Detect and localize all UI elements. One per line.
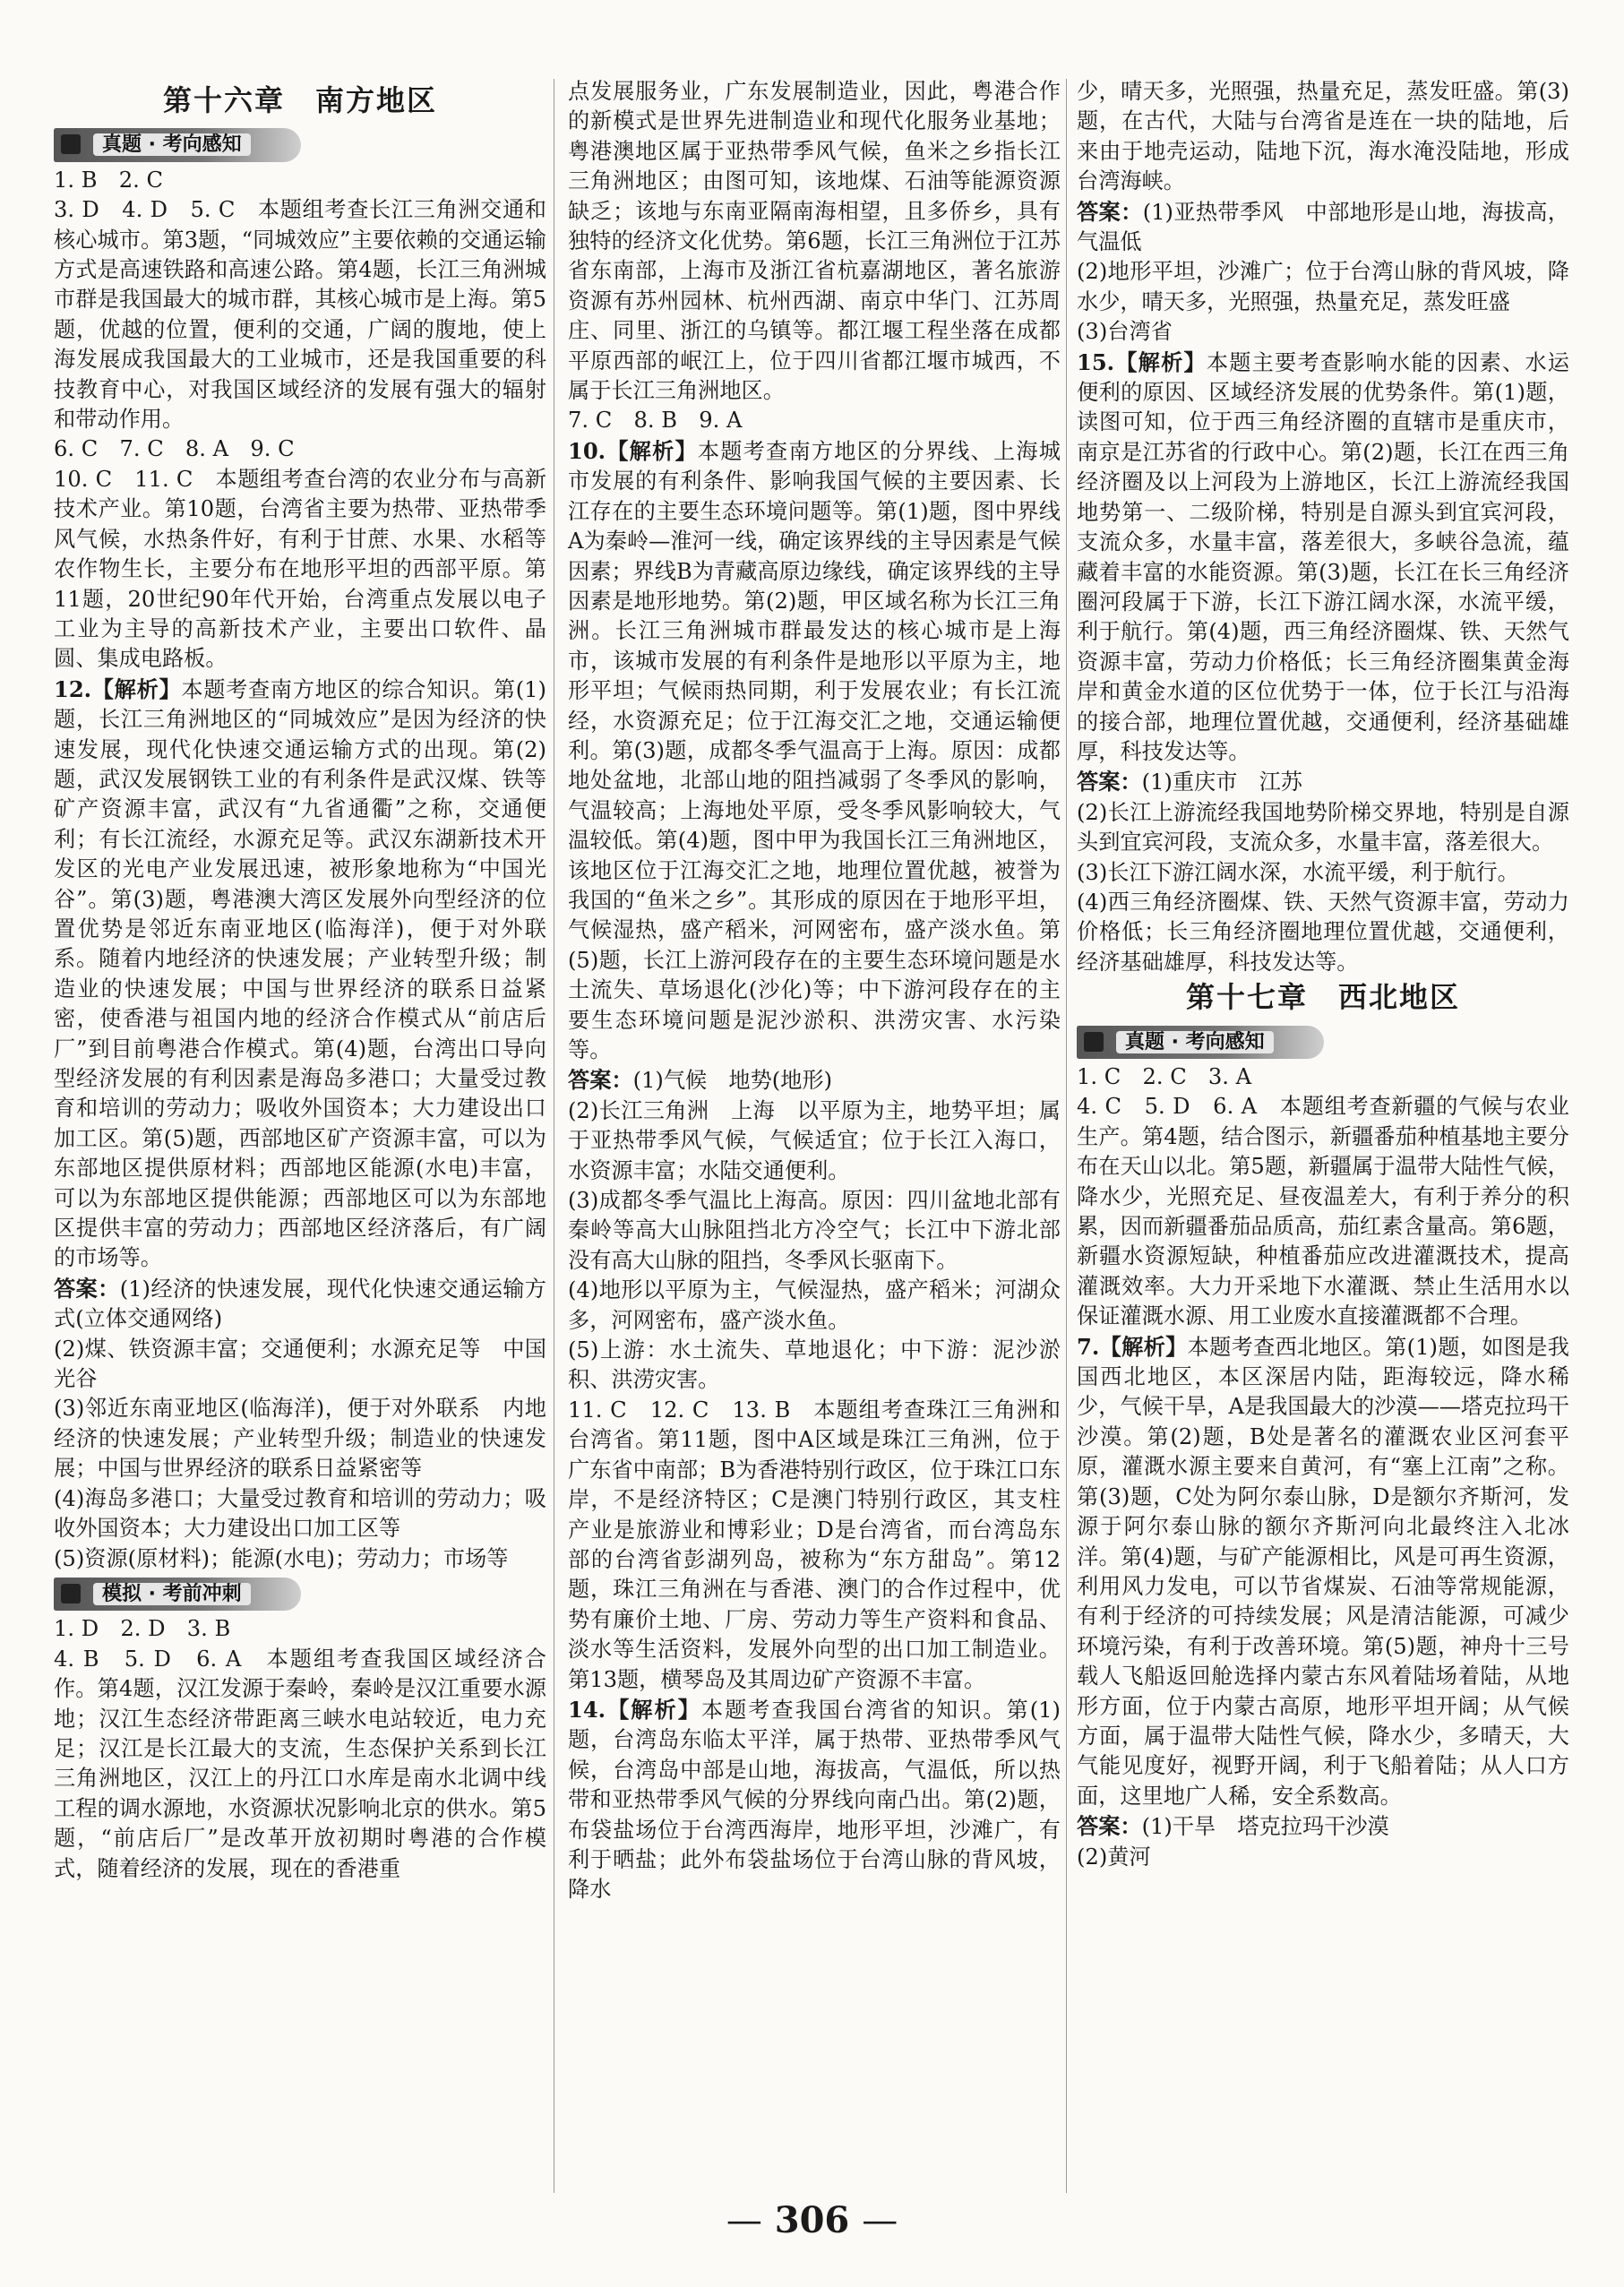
answer-block: (2)长江三角洲 上海 以平原为主，地势平坦；属于亚热带季风气候，气候适宜；位于长江入海口，水资源丰富；水陆交通便利。 xyxy=(568,1097,1061,1183)
column-divider xyxy=(1066,79,1067,2193)
answer-block: 答案：(1)经济的快速发展，现代化快速交通运输方式(立体交通网络) xyxy=(54,1275,546,1332)
section-banner-mock-exam: 模拟 · 考前冲刺 xyxy=(54,1578,301,1611)
banner-square-icon xyxy=(61,1584,81,1603)
answer-line: 1. D 2. D 3. B xyxy=(54,1616,231,1642)
chapter-title: 第十六章 南方地区 xyxy=(162,83,437,117)
answer-block: (2)黄河 xyxy=(1077,1844,1151,1870)
answer-paragraph: 4. B 5. D 6. A 本题组考查我国区域经济合作。第4题，汉江发源于秦岭，秦岭是汉江重要水源地；汉江生态经济带距离三峡水电站较近，电力充足；汉江是长江最大的支流，生态保护关系到长江三角洲地区，汉江上的丹江口水库是南水北调中线工程的调水源地，水资源状况影响北京的供水。第5题，“前店后厂”是改革开放初期时粤港的合作模式，随着经济的发展，现在的香港重 xyxy=(54,1646,546,1881)
answer-label: 15.【解析】 xyxy=(1077,348,1207,375)
answer-label: 答案： xyxy=(1077,769,1142,795)
column-right xyxy=(1077,77,1569,1872)
answer-label: 14.【解析】 xyxy=(568,1696,701,1723)
answer-block: (5)上游：水土流失、草地退化；中下游：泥沙淤积、洪涝灾害。 xyxy=(568,1337,1061,1393)
column-middle xyxy=(568,77,1061,1905)
answer-paragraph: 少，晴天多，光照强，热量充足，蒸发旺盛。第(3)题，在古代，大陆与台湾省是连在一块的陆地，后来由于地壳运动，陆地下沉，海水淹没陆地，形成台湾海峡。 xyxy=(1077,79,1569,194)
section-banner-real-exam: 真题 · 考向感知 xyxy=(1077,1026,1324,1059)
answer-line: 6. C 7. C 8. A 9. C xyxy=(54,436,295,462)
analysis-paragraph: 15.【解析】本题主要考查影响水能的因素、水运便利的原因、区域经济发展的优势条件。第(1)题，读图可知，位于西三角经济圈的直辖市是重庆市，南京是江苏省的行政中心。第(2)题，长江在西三角经济圈及以上河段为上游地区，长江上游流经我国地势第一、二级阶梯，特别是自源头到宜宾河段，支流众多，水量丰富，落差很大，多峡谷急流，蕴藏着丰富的水能资源。第(3)题，长江在长三角经济圈河段属于下游，长江下游江阔水深，水流平缓，利于航行。第(4)题，西三角经济圈煤、铁、天然气资源丰富，劳动力价格低；长三角经济圈集黄金海岸和黄金水道的区位优势于一体，位于长江与沿海的接合部，地理位置优越，交通便利，经济基础雄厚，科技发达等。 xyxy=(1077,348,1569,764)
answer-label: 答案： xyxy=(1077,198,1143,225)
analysis-paragraph: 14.【解析】本题考查我国台湾省的知识。第(1)题，台湾岛东临太平洋，属于热带、亚热带季风气候，台湾岛中部是山地，海拔高，气温低，所以热带和亚热带季风气候的分界线向南凸出。第(2)题，布袋盐场位于台湾西海岸，地形平坦，沙滩广，有利于晒盐；此外布袋盐场位于台湾山脉的背风坡，降水 xyxy=(568,1696,1061,1903)
section-banner-real-exam: 真题 · 考向感知 xyxy=(54,128,301,161)
answer-label: 答案： xyxy=(1077,1813,1142,1840)
answer-block: (4)海岛多港口；大量受过教育和培训的劳动力；吸收外国资本；大力建设出口加工区等 xyxy=(54,1485,546,1542)
answer-block: (4)西三角经济圈煤、铁、天然气资源丰富，劳动力价格低；长三角经济圈地理位置优越，交通便利，经济基础雄厚，科技发达等。 xyxy=(1077,889,1569,975)
answer-block: (2)长江上游流经我国地势阶梯交界地，特别是自源头到宜宾河段，支流众多，水量丰富，落差很大。 xyxy=(1077,799,1569,855)
answer-block: (4)地形以平原为主，气候湿热，盛产稻米；河湖众多，河网密布，盛产淡水鱼。 xyxy=(568,1277,1061,1333)
answer-paragraph: 10. C 11. C 本题组考查台湾的农业分布与高新技术产业。第10题，台湾省主要为热带、亚热带季风气候，水热条件好，有利于甘蔗、水果、水稻等农作物生长，主要分布在地形平坦的西部平原。第11题，20世纪90年代开始，台湾重点发展以电子工业为主导的高新技术产业，主要出口软件、晶圆、集成电路板。 xyxy=(54,466,546,672)
page-number-value: 306 xyxy=(774,2199,850,2241)
answer-paragraph: 4. C 5. D 6. A 本题组考查新疆的气候与农业生产。第4题，结合图示，新疆番茄种植基地主要分布在天山以北。第5题，新疆属于温带大陆性气候，降水少，光照充足、昼夜温差大，有利于养分的积累，因而新疆番茄品质高，茄红素含量高。第6题，新疆水资源短缺，种植番茄应改进灌溉技术，提高灌溉效率。大力开采地下水灌溉、禁止生活用水以保证灌溉水源、用工业废水直接灌溉都不合理。 xyxy=(1077,1094,1569,1329)
answer-block: (2)煤、铁资源丰富；交通便利；水源充足等 中国光谷 xyxy=(54,1336,546,1392)
page-number-dash-left: — xyxy=(726,2200,762,2241)
answer-line: 7. C 8. B 9. A xyxy=(568,408,743,434)
answer-line: 1. B 2. C xyxy=(54,167,164,193)
answer-block: (3)台湾省 xyxy=(1077,319,1173,345)
answer-block: 答案：(1)重庆市 江苏 xyxy=(1077,769,1302,795)
answer-block: 答案：(1)干旱 塔克拉玛干沙漠 xyxy=(1077,1813,1389,1840)
analysis-paragraph: 10.【解析】本题考查南方地区的分界线、上海城市发展的有利条件、影响我国气候的主要因素、长江存在的主要生态环境问题等。第(1)题，图中界线A为秦岭—淮河一线，确定该界线的主导因素是气候因素；界线B为青藏高原边缘线，确定该界线的主导因素是地形地势。第(2)题，甲区域名称为长江三角洲。长江三角洲城市群最发达的核心城市是上海市，该城市发展的有利条件是地形以平原为主，地形平坦；气候雨热同期，利于发展农业；有长江流经，水资源充足；位于江海交汇之地，交通运输便利。第(3)题，成都冬季气温高于上海。原因：成都地处盆地，北部山地的阻挡减弱了冬季风的影响，气温较高；上海地处平原，受冬季风影响较大，气温较低。第(4)题，图中甲为我国长江三角洲地区，该地区位于江海交汇之地，地理位置优越，被誉为我国的“鱼米之乡”。其形成的原因在于地形平坦，气候湿热，盛产稻米，河网密布，盛产淡水鱼。第(5)题，长江上游河段存在的主要生态环境问题是水土流失、草场退化(沙化)等；中下游河段存在的主要生态环境问题是泥沙淤积、洪涝灾害、水污染等。 xyxy=(568,437,1061,1062)
banner-square-icon xyxy=(1084,1032,1104,1052)
answer-block: (3)邻近东南亚地区(临海洋)，便于对外联系 内地经济的快速发展；产业转型升级；制造业的快速发展；中国与世界经济的联系日益紧密等 xyxy=(54,1396,546,1482)
answer-paragraph: 点发展服务业，广东发展制造业，因此，粤港合作的新模式是世界先进制造业和现代化服务业基地；粤港澳地区属于亚热带季风气候，鱼米之乡指长江三角洲地区；由图可知，该地煤、石油等能源资源缺乏；该地与东南亚隔南海相望，且多侨乡，具有独特的经济文化优势。第6题，长江三角洲位于江苏省东南部，上海市及浙江省杭嘉湖地区，著名旅游资源有苏州园林、杭州西湖、南京中华门、江苏周庄、同里、浙江的乌镇等。都江堰工程坐落在成都平原西部的岷江上，位于四川省都江堰市城西，不属于长江三角洲地区。 xyxy=(568,79,1061,404)
answer-label: 答案： xyxy=(568,1067,633,1094)
page-number-dash-right: — xyxy=(862,2200,898,2241)
analysis-paragraph: 7.【解析】本题考查西北地区。第(1)题，如图是我国西北地区，本区深居内陆，距海较远，降水稀少，气候干旱，A是我国最大的沙漠——塔克拉玛干沙漠。第(2)题，B处是著名的灌溉农业区河套平原，灌溉水源主要来自黄河，有“塞上江南”之称。第(3)题，C处为阿尔泰山脉，D是额尔齐斯河，发源于阿尔泰山脉的额尔齐斯河向北最终注入北冰洋。第(4)题，与矿产能源相比，风是可再生资源，利用风力发电，可以节省煤炭、石油等常规能源，有利于经济的可持续发展；风是清洁能源，可减少环境污染，有利于改善环境。第(5)题，神舟十三号载人飞船返回舱选择内蒙古东风着陆场着陆，从地形方面，位于内蒙古高原，地形平坦开阔；从气候方面，属于温带大陆性气候，降水少，多晴天，大气能见度好，视野开阔，利于飞船着陆；从人口方面，这里地广人稀，安全系数高。 xyxy=(1077,1333,1569,1809)
analysis-paragraph: 12.【解析】本题考查南方地区的综合知识。第(1)题，长江三角洲地区的“同城效应”是因为经济的快速发展，现代化快速交通运输方式的出现。第(2)题，武汉发展钢铁工业的有利条件是武汉煤、铁等矿产资源丰富，武汉有“九省通衢”之称，交通便利；有长江流经，水源充足等。武汉东湖新技术开发区的光电产业发展迅速，被形象地称为“中国光谷”。第(3)题，粤港澳大湾区发展外向型经济的位置优势是邻近东南亚地区(临海洋)，便于对外联系。随着内地经济的快速发展；产业转型升级；制造业的快速发展；中国与世界经济的联系日益紧密，使香港与祖国内地的经济合作模式从“前店后厂”到目前粤港合作模式。第(4)题，台湾出口导向型经济发展的有利因素是海岛多港口；大量受过教育和培训的劳动力；吸收外国资本；大力建设出口加工区。第(5)题，西部地区矿产资源丰富，可以为东部地区提供原材料；西部地区能源(水电)丰富，可以为东部地区提供能源；西部地区可以为东部地区提供丰富的劳动力；西部地区经济落后，有广阔的市场等。 xyxy=(54,675,546,1271)
answer-block: (3)成都冬季气温比上海高。原因：四川盆地北部有秦岭等高大山脉阻挡北方冷空气；长江中下游北部没有高大山脉的阻挡，冬季风长驱南下。 xyxy=(568,1188,1061,1273)
column-left xyxy=(54,81,546,1884)
answer-block: (2)地形平坦，沙滩广；位于台湾山脉的背风坡，降水少，晴天多，光照强，热量充足，蒸发旺盛 xyxy=(1077,259,1569,314)
answer-label: 答案： xyxy=(54,1275,120,1302)
answer-label: 7.【解析】 xyxy=(1077,1333,1188,1360)
answer-block: 答案：(1)气候 地势(地形) xyxy=(568,1067,833,1094)
answer-label: 12.【解析】 xyxy=(54,675,182,702)
banner-square-icon xyxy=(61,134,81,154)
answer-line: 1. C 2. C 3. A xyxy=(1077,1064,1252,1089)
answer-paragraph: 3. D 4. D 5. C 本题组考查长江三角洲交通和核心城市。第3题，“同城效应”主要依赖的交通运输方式是高速铁路和高速公路。第4题，长江三角洲城市群是我国最大的城市群，其核心城市是上海。第5题，优越的位置，便利的交通，广阔的腹地，使上海发展成我国最大的工业城市，还是我国重要的科技教育中心，对我国区域经济的发展有强大的辐射和带动作用。 xyxy=(54,197,546,433)
answer-block: (5)资源(原材料)；能源(水电)；劳动力；市场等 xyxy=(54,1545,509,1571)
answer-label: 10.【解析】 xyxy=(568,437,698,464)
chapter-title: 第十七章 西北地区 xyxy=(1185,980,1460,1015)
answer-paragraph: 11. C 12. C 13. B 本题组考查珠江三角洲和台湾省。第11题，图中A区域是珠江三角洲，位于广东省中南部；B为香港特别行政区，位于珠江口东岸，不是经济特区；C是澳门特别行政区，其支柱产业是旅游业和博彩业；D是台湾省，而台湾岛东部的台湾省彭湖列岛，被称为“东方甜岛”。第12题，珠江三角洲在与香港、澳门的合作过程中，优势有廉价土地、厂房、劳动力等生产资料和食品、淡水等生活资料，发展外向型的出口加工制造业。第13题，横琴岛及其周边矿产资源不丰富。 xyxy=(568,1397,1061,1692)
page-number xyxy=(0,2199,1624,2241)
answer-block: (3)长江下游江阔水深，水流平缓，利于航行。 xyxy=(1077,859,1519,885)
answer-block: 答案：(1)亚热带季风 中部地形是山地，海拔高，气温低 xyxy=(1077,198,1569,255)
